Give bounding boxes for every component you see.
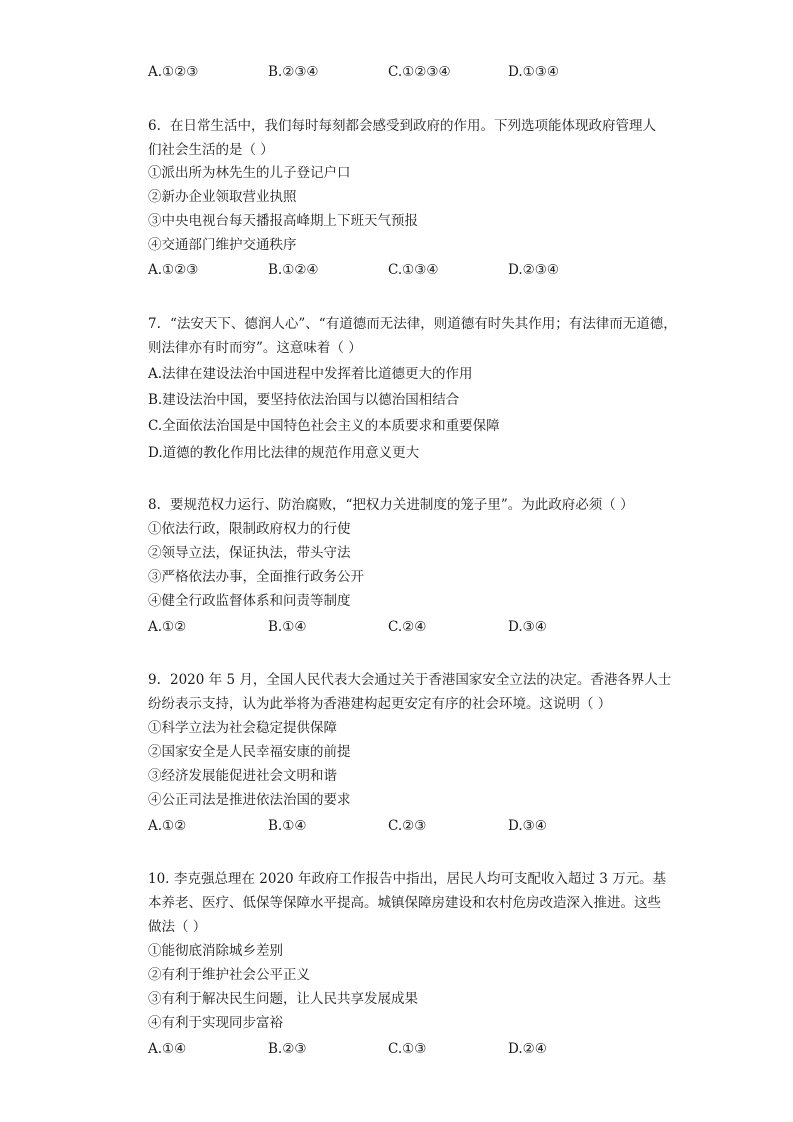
q6-item-2: ②新办企业领取营业执照 xyxy=(148,189,297,205)
q7-choice-c: C.全面依法治国是中国特色社会主义的本质要求和重要保障 xyxy=(148,418,500,434)
option-b: B.①②④ xyxy=(268,262,319,278)
option-a: A.①② xyxy=(148,619,187,635)
q10-options xyxy=(148,1040,628,1058)
q5-options xyxy=(148,63,628,81)
q10-item-3: ③有利于解决民生问题，让人民共享发展成果 xyxy=(148,991,418,1007)
q6-stem-line-1: 6. 在日常生活中，我们每时每刻都会感受到政府的作用。下列选项能体现政府管理人 xyxy=(148,118,656,134)
q8-item-4: ④健全行政监督体系和问责等制度 xyxy=(148,593,351,609)
q6-stem-line-2: 们社会生活的是（ ） xyxy=(148,142,274,158)
option-d: D.③④ xyxy=(508,818,547,834)
q6-item-3: ③中央电视台每天播报高峰期上下班天气预报 xyxy=(148,213,418,229)
q6-item-4: ④交通部门维护交通秩序 xyxy=(148,237,297,253)
option-c: C.①②③④ xyxy=(388,64,451,80)
q10-stem-line-2: 本养老、医疗、低保等保障水平提高。城镇保障房建设和农村危房改造深入推进。这些 xyxy=(148,895,661,911)
q10-item-2: ②有利于维护社会公平正义 xyxy=(148,967,310,983)
option-d: D.①③④ xyxy=(508,64,559,80)
question-number: 10. xyxy=(148,871,170,887)
q8-item-2: ②领导立法，保证执法，带头守法 xyxy=(148,545,351,561)
q9-item-4: ④公正司法是推进依法治国的要求 xyxy=(148,792,351,808)
q8-options xyxy=(148,618,628,636)
q10-item-4: ④有利于实现同步富裕 xyxy=(148,1015,283,1031)
q6-item-1: ①派出所为林先生的儿子登记户口 xyxy=(148,165,351,181)
q7-choice-a: A.法律在建设法治中国进程中发挥着比道德更大的作用 xyxy=(148,366,473,382)
q7-stem-line-1: 7. “法安天下、德润人心”、“有道德而无法律，则道德有时失其作用；有法律而无道德， xyxy=(148,316,677,332)
option-a: A.①②③ xyxy=(148,262,199,278)
option-b: B.①④ xyxy=(268,818,307,834)
option-c: C.①③④ xyxy=(388,262,439,278)
q8-item-3: ③严格依法办事，全面推行政务公开 xyxy=(148,569,364,585)
option-b: B.②③ xyxy=(268,1041,307,1057)
option-b: B.①④ xyxy=(268,619,307,635)
option-c: C.②③ xyxy=(388,818,427,834)
option-b: B.②③④ xyxy=(268,64,319,80)
q9-item-1: ①科学立法为社会稳定提供保障 xyxy=(148,720,337,736)
question-number: 6. xyxy=(148,118,161,134)
q8-stem-line-1: 8. 要规范权力运行、防治腐败，“把权力关进制度的笼子里”。为此政府必须（ ） xyxy=(148,497,634,513)
option-d: D.②④ xyxy=(508,1041,547,1057)
q9-stem-line-1: 9. 2020 年 5 月，全国人民代表大会通过关于香港国家安全立法的决定。香港各界人士 xyxy=(148,672,672,688)
q9-options xyxy=(148,817,628,835)
q7-choice-d: D.道德的教化作用比法律的规范作用意义更大 xyxy=(148,445,420,461)
option-d: D.②③④ xyxy=(508,262,559,278)
option-c: C.②④ xyxy=(388,619,427,635)
question-number: 7. xyxy=(148,316,161,332)
option-a: A.①②③ xyxy=(148,64,199,80)
q9-item-3: ③经济发展能促进社会文明和谐 xyxy=(148,768,337,784)
q7-stem-line-2: 则法律亦有时而穷”。这意味着（ ） xyxy=(148,340,362,356)
q6-options xyxy=(148,261,628,279)
q8-item-1: ①依法行政，限制政府权力的行使 xyxy=(148,521,351,537)
q7-choice-b: B.建设法治中国，要坚持依法治国与以德治国相结合 xyxy=(148,392,460,408)
option-a: A.①④ xyxy=(148,1041,187,1057)
option-d: D.③④ xyxy=(508,619,547,635)
option-a: A.①② xyxy=(148,818,187,834)
q10-stem-line-1: 10. 李克强总理在 2020 年政府工作报告中指出，居民人均可支配收入超过 3 万元。基 xyxy=(148,871,667,887)
question-number: 9. xyxy=(148,672,161,688)
option-c: C.①③ xyxy=(388,1041,427,1057)
q9-item-2: ②国家安全是人民幸福安康的前提 xyxy=(148,744,351,760)
q10-item-1: ①能彻底消除城乡差别 xyxy=(148,943,283,959)
q9-stem-line-2: 纷纷表示支持，认为此举将为香港建构起更安定有序的社会环境。这说明（ ） xyxy=(148,696,612,712)
q10-stem-line-3: 做法（ ） xyxy=(148,919,207,935)
question-number: 8. xyxy=(148,497,161,513)
